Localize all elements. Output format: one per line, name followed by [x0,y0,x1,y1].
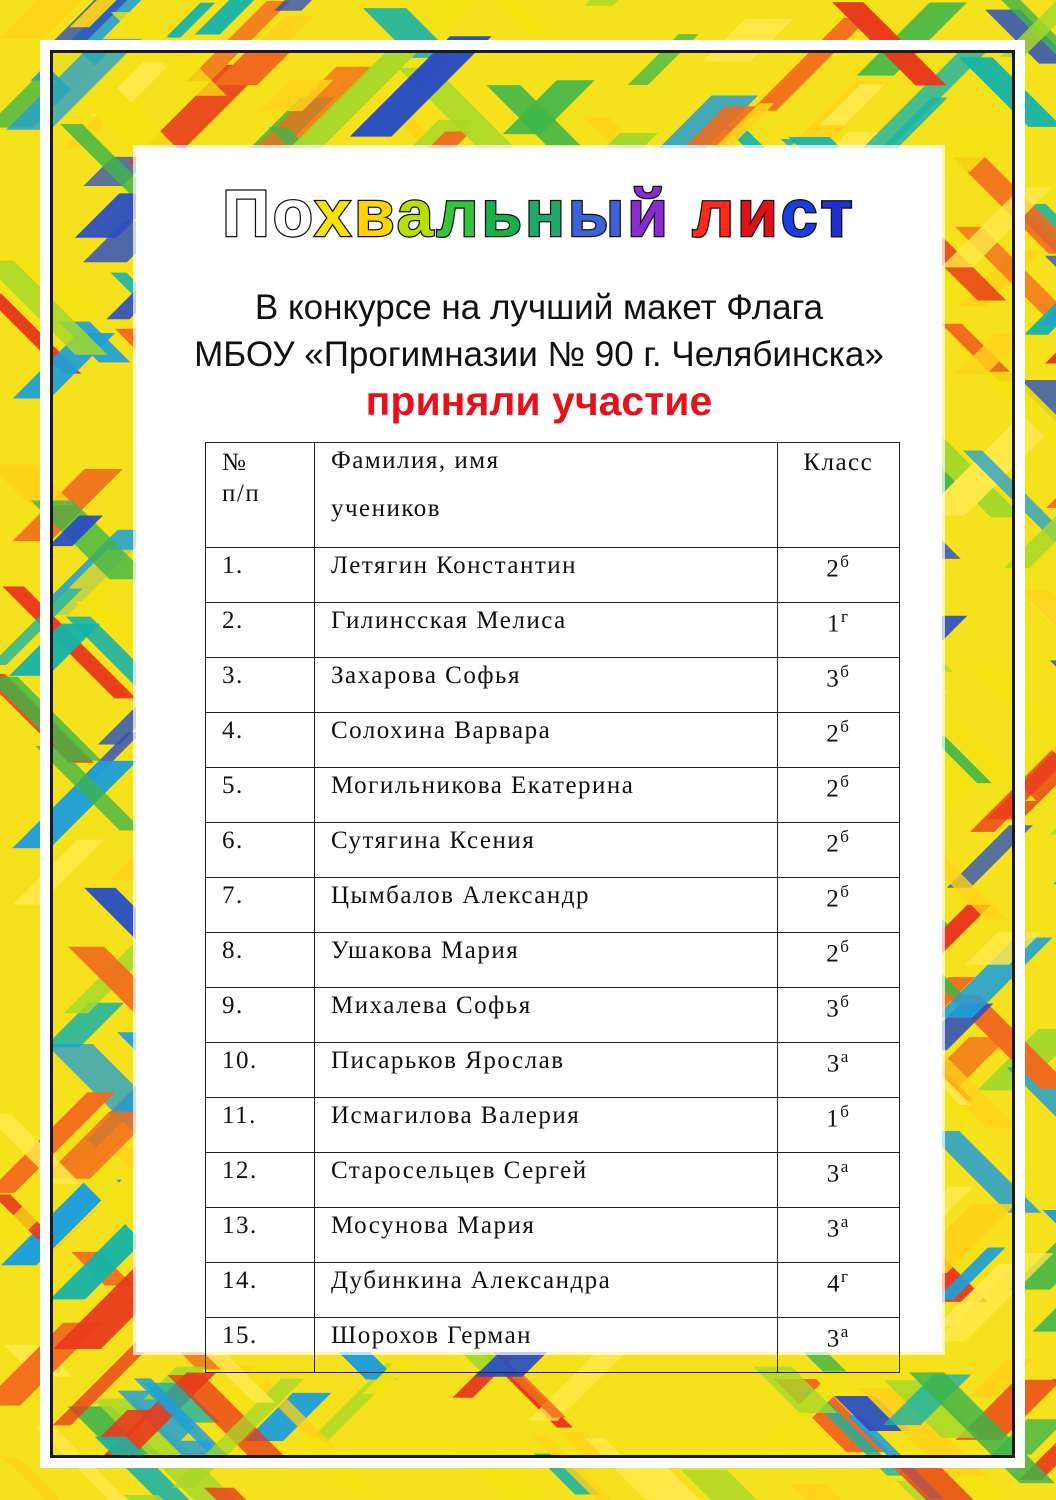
table-row [206,603,900,658]
table-row [206,1263,900,1318]
table-row [206,1318,900,1373]
student-class: $3^б$ [777,658,899,713]
student-class: $2^б$ [777,878,899,933]
table-row [206,768,900,823]
subtitle-contest: В конкурсе на лучший макет Флага [254,288,824,327]
row-number: 15. [206,1318,315,1373]
row-number: 12. [206,1153,315,1208]
row-number: 5. [206,768,315,823]
header-class: Класс [777,443,899,548]
title-letter: л [692,176,738,250]
row-number: 8. [206,933,315,988]
row-number: 1. [206,548,315,603]
student-name: Цымбалов Александр [314,878,777,933]
table-row [206,1043,900,1098]
title-letter: л [436,176,482,250]
student-class: $2^б$ [777,933,899,988]
student-class: $3^а$ [777,1153,899,1208]
title-letter: т [820,176,856,250]
header-number-line1: № [222,449,248,476]
table-row [206,548,900,603]
subtitle-school: МБОУ «Прогимназии № 90 г. Челябинска» [194,335,884,374]
student-class: $2^б$ [777,823,899,878]
table-row [206,1208,900,1263]
title-letter: в [354,176,397,250]
student-name: Солохина Варвара [314,713,777,768]
subtitle-participated: приняли участие [365,378,713,424]
student-class: $3^а$ [777,1208,899,1263]
table-row [206,933,900,988]
table-row [206,878,900,933]
table-row [206,988,900,1043]
header-number [206,443,315,548]
title-letter: х [314,176,355,250]
student-name: Мосунова Мария [314,1208,777,1263]
title-letter [671,176,692,250]
student-name: Захарова Софья [314,658,777,713]
row-number: 3. [206,658,315,713]
row-number: 6. [206,823,315,878]
title-letter: ы [567,176,628,250]
row-number: 2. [206,603,315,658]
title-letter: и [737,176,781,250]
student-name: Сутягина Ксения [314,823,777,878]
header-name-line1: Фамилия, имя [330,447,500,474]
student-name: Михалева Софья [314,988,777,1043]
student-name: Исмагилова Валерия [314,1098,777,1153]
row-number: 14. [206,1263,315,1318]
header-name [314,443,777,548]
title-letter: с [780,176,821,250]
row-number: 4. [206,713,315,768]
table-header-row [206,443,900,548]
title-letter: а [396,176,437,250]
title-letter: П [222,176,273,250]
table-row [206,1098,900,1153]
table-row [206,1153,900,1208]
table-row [206,658,900,713]
student-class: $3^а$ [777,1318,899,1373]
title-letter: н [525,176,568,250]
student-class: $4^г$ [777,1263,899,1318]
row-number: 10. [206,1043,315,1098]
row-number: 7. [206,878,315,933]
title-letter: о [272,176,315,250]
student-class: $2^б$ [777,548,899,603]
student-name: Шорохов Герман [314,1318,777,1373]
header-name-line2: учеников [330,495,442,522]
table-row [206,713,900,768]
header-number-line2: п/п [222,480,261,507]
certificate-panel [136,148,942,1352]
student-name: Писарьков Ярослав [314,1043,777,1098]
student-name: Дубинкина Александра [314,1263,777,1318]
student-name: Летягин Константин [314,548,777,603]
table-row [206,823,900,878]
student-name: Старосельцев Сергей [314,1153,777,1208]
row-number: 9. [206,988,315,1043]
title-letter: й [627,176,671,250]
participants-table [205,442,900,1373]
student-name: Могильникова Екатерина [314,768,777,823]
student-class: $2^б$ [777,713,899,768]
student-class: $3^б$ [777,988,899,1043]
certificate-title [136,176,942,250]
student-name: Ушакова Мария [314,933,777,988]
student-class: $1^б$ [777,1098,899,1153]
student-class: $3^а$ [777,1043,899,1098]
row-number: 11. [206,1098,315,1153]
student-class: $2^б$ [777,768,899,823]
student-class: $1^г$ [777,603,899,658]
row-number: 13. [206,1208,315,1263]
title-letter: ь [481,176,526,250]
student-name: Гилинсская Мелиса [314,603,777,658]
